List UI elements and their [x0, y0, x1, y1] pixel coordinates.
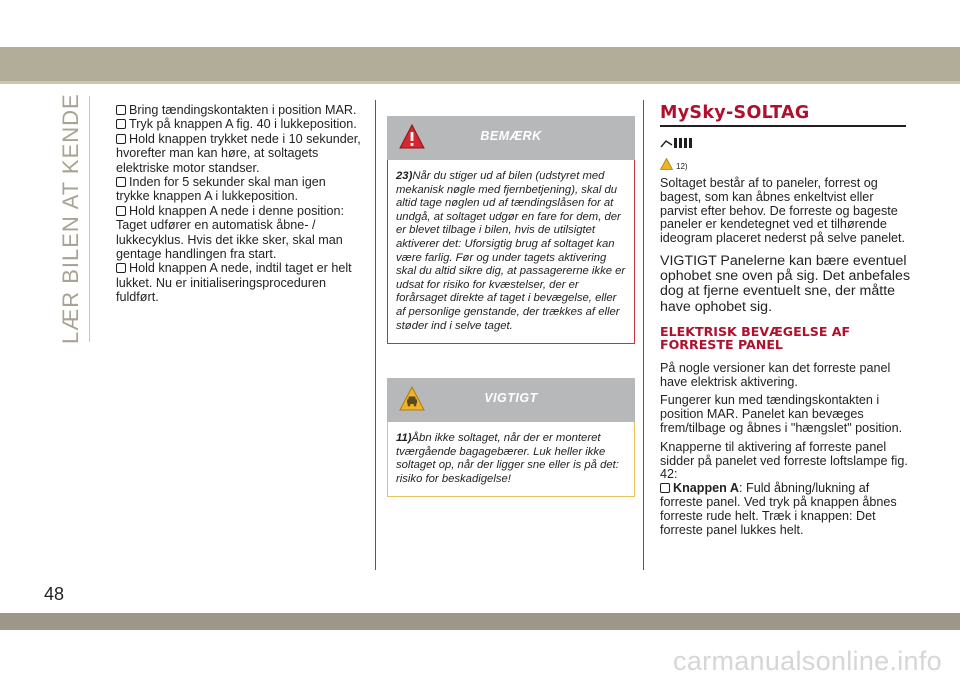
- step-item: Hold knappen trykket nede i 10 sekunder, hvorefter man kan høre, at soltagets elektriske motor standser.: [116, 131, 361, 175]
- side-rule: [89, 96, 90, 342]
- warning-header: [387, 116, 635, 160]
- step-item: Hold knappen A nede i denne position: Taget udfører en automatisk åbne- / lukkecyklus. Hvis det ikke sker, skal man gentage handlingen fra start.: [116, 203, 344, 262]
- warning-box: [387, 116, 635, 344]
- paragraph-important: VIGTIGT Panelerne kan bære eventuel ophobet sne oven på sig. Det anbefales dog at fjerne eventuelt sne, der måtte have ophobet sig.: [660, 252, 911, 315]
- step-item: Bring tændingskontakten i position MAR.: [116, 103, 361, 117]
- warning-ref-icon: [660, 157, 673, 175]
- header-band-line: [0, 81, 960, 84]
- checkbox-bullet-icon: [116, 206, 126, 216]
- step-item: Inden for 5 sekunder skal man igen trykke knappen A i lukkeposition.: [116, 175, 326, 204]
- warning-title: BEMÆRK: [480, 129, 542, 143]
- checkbox-bullet-icon: [116, 263, 126, 273]
- checkbox-bullet-icon: [116, 105, 126, 115]
- reference-number: 12): [676, 162, 688, 172]
- header-band: [0, 47, 960, 81]
- watermark: carmanualsonline.info: [673, 646, 942, 676]
- section-heading: MySky-SOLTAG: [660, 103, 906, 127]
- paragraph: Knapperne til aktivering af forreste panel sidder på panelet ved forreste loftslampe fig. 42:: [660, 439, 908, 482]
- reference-line: [660, 157, 912, 171]
- column-right: [660, 103, 912, 542]
- step-item: Tryk på knappen A fig. 40 i lukkeposition.: [116, 117, 361, 131]
- paragraph: Soltaget består af to paneler, forrest og bagest, som kan åbnes enkeltvist eller parvist efter behov. De forreste og bageste paneler er kendetegnet ved et tilhørende ideogram placeret nederst på selve panelet.: [660, 176, 906, 246]
- important-box: [387, 378, 635, 497]
- warning-text: 23)Når du stiger ud af bilen (udstyret med mekanisk nøgle med fjernbetjening), skal du altid tage nøglen ud af tændingslåsen for at undgå, at soltaget udgør en fare for dem, der er blevet tilbage i bilen, hvis de utilsigtet aktiverer det: Uforsigtig brug af soltaget kan være farlig. Før og under tagets aktivering skal du altid sikre dig, at passagererne ikke er udsat for risiko for kvæstelser, der er forårsaget direkte af taget i bevægelse, eller af personlige genstande, der trækkes af eller støder ind i selve taget.: [396, 170, 626, 332]
- ideogram-icon: [660, 135, 912, 151]
- checkbox-bullet-icon: [660, 483, 670, 493]
- subsection-heading: ELEKTRISK BEVÆGELSE AF FORRESTE PANEL: [660, 323, 851, 353]
- page-number: 48: [44, 584, 65, 604]
- important-header: [387, 378, 635, 422]
- checkbox-bullet-icon: [116, 177, 126, 187]
- column-divider: [375, 100, 376, 570]
- paragraph: På nogle versioner kan det forreste panel have elektrisk aktivering.: [660, 360, 891, 389]
- top-margin: [0, 0, 960, 47]
- column-left: [116, 103, 361, 305]
- important-title: VIGTIGT: [484, 391, 538, 405]
- checkbox-bullet-icon: [116, 119, 126, 129]
- footer-band: [0, 613, 960, 630]
- paragraph: Fungerer kun med tændingskontakten i position MAR. Panelet kan bevæges frem/tilbage og åbnes i "hængslet" position.: [660, 393, 903, 435]
- button-item: Knappen A: Fuld åbning/lukning af forreste panel. Ved tryk på knappen åbnes forreste rude helt. Træk i knappen: Det forreste panel lukkes helt.: [660, 481, 897, 537]
- step-item: Hold knappen A nede, indtil taget er helt lukket. Nu er initialiseringsproceduren fuldført.: [116, 261, 352, 305]
- checkbox-bullet-icon: [116, 134, 126, 144]
- important-text: 11)Åbn ikke soltaget, når der er monteret tværgående bagagebærer. Luk heller ikke soltaget op, når der ligger sne eller is på det: risiko for beskadigelse!: [396, 432, 619, 485]
- column-divider: [643, 100, 644, 570]
- chapter-side-title: LÆR BILEN AT KENDE: [58, 93, 83, 344]
